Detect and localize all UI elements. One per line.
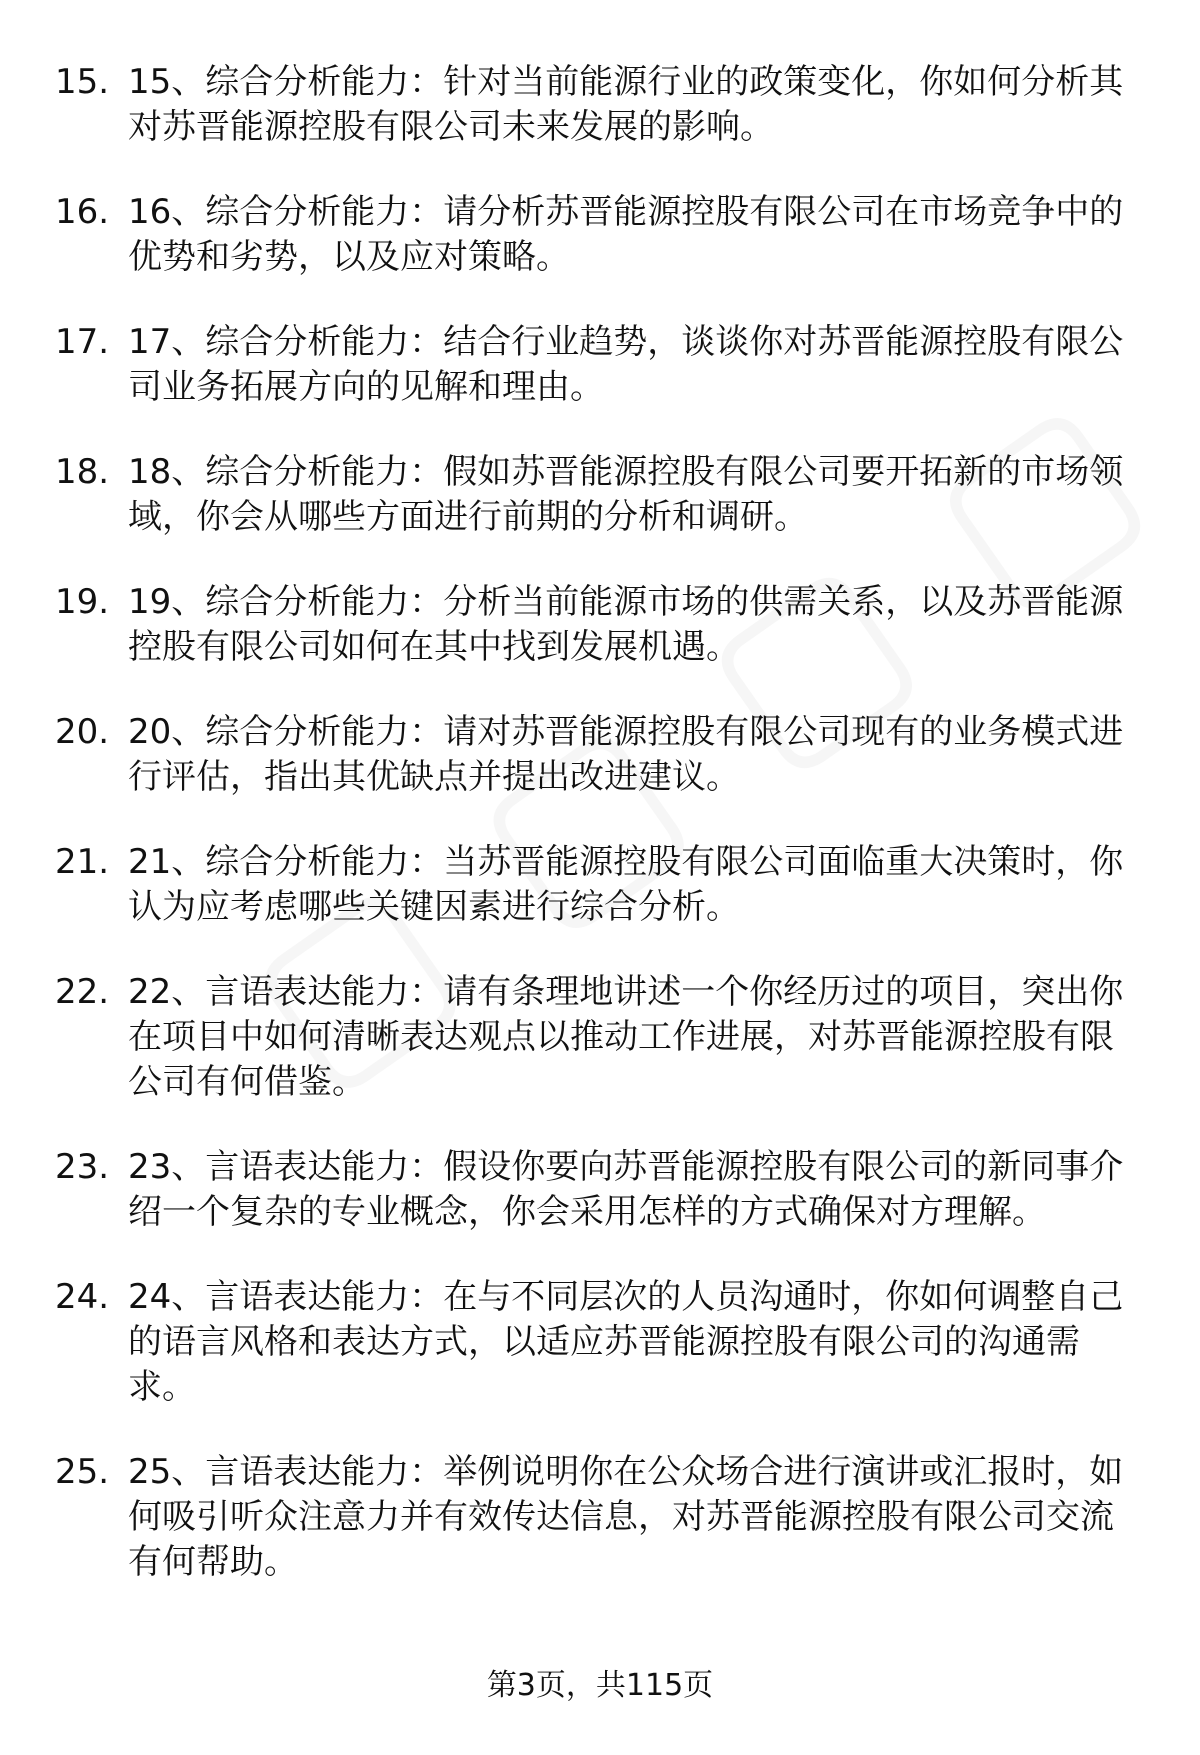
item-text: 18、综合分析能力：假如苏晋能源控股有限公司要开拓新的市场领域，你会从哪些方面进行前期的分析和调研。 bbox=[128, 452, 1124, 537]
question-list bbox=[0, 60, 1200, 1625]
item-text: 21、综合分析能力：当苏晋能源控股有限公司面临重大决策时，你认为应考虑哪些关键因素进行综合分析。 bbox=[128, 842, 1124, 927]
item-text: 23、言语表达能力：假设你要向苏晋能源控股有限公司的新同事介绍一个复杂的专业概念，你会采用怎样的方式确保对方理解。 bbox=[128, 1147, 1124, 1232]
item-number: 21. bbox=[55, 842, 110, 882]
list-item bbox=[0, 450, 1200, 540]
item-number: 15. bbox=[55, 62, 110, 102]
item-number: 18. bbox=[55, 452, 110, 492]
list-item bbox=[0, 1450, 1200, 1585]
list-item bbox=[0, 320, 1200, 410]
item-number: 23. bbox=[55, 1147, 110, 1187]
item-number: 19. bbox=[55, 582, 110, 622]
item-text: 22、言语表达能力：请有条理地讲述一个你经历过的项目，突出你在项目中如何清晰表达观点以推动工作进展，对苏晋能源控股有限公司有何借鉴。 bbox=[128, 972, 1124, 1102]
item-number: 24. bbox=[55, 1277, 110, 1317]
item-number: 25. bbox=[55, 1452, 110, 1492]
item-number: 22. bbox=[55, 972, 110, 1012]
list-item bbox=[0, 190, 1200, 280]
item-text: 16、综合分析能力：请分析苏晋能源控股有限公司在市场竞争中的优势和劣势，以及应对策略。 bbox=[128, 192, 1124, 277]
item-text: 15、综合分析能力：针对当前能源行业的政策变化，你如何分析其对苏晋能源控股有限公司未来发展的影响。 bbox=[128, 62, 1124, 147]
item-text: 19、综合分析能力：分析当前能源市场的供需关系，以及苏晋能源控股有限公司如何在其中找到发展机遇。 bbox=[128, 582, 1124, 667]
list-item bbox=[0, 710, 1200, 800]
item-number: 17. bbox=[55, 322, 110, 362]
item-number: 20. bbox=[55, 712, 110, 752]
list-item bbox=[0, 840, 1200, 930]
item-text: 17、综合分析能力：结合行业趋势，谈谈你对苏晋能源控股有限公司业务拓展方向的见解和理由。 bbox=[128, 322, 1124, 407]
list-item bbox=[0, 60, 1200, 150]
item-text: 24、言语表达能力：在与不同层次的人员沟通时，你如何调整自己的语言风格和表达方式，以适应苏晋能源控股有限公司的沟通需求。 bbox=[128, 1277, 1124, 1407]
list-item bbox=[0, 1145, 1200, 1235]
item-text: 25、言语表达能力：举例说明你在公众场合进行演讲或汇报时，如何吸引听众注意力并有效传达信息，对苏晋能源控股有限公司交流有何帮助。 bbox=[128, 1452, 1124, 1582]
item-number: 16. bbox=[55, 192, 110, 232]
item-text: 20、综合分析能力：请对苏晋能源控股有限公司现有的业务模式进行评估，指出其优缺点并提出改进建议。 bbox=[128, 712, 1124, 797]
list-item bbox=[0, 1275, 1200, 1410]
list-item bbox=[0, 580, 1200, 670]
page-footer: 第3页，共115页 bbox=[486, 1668, 714, 1703]
list-item bbox=[0, 970, 1200, 1105]
